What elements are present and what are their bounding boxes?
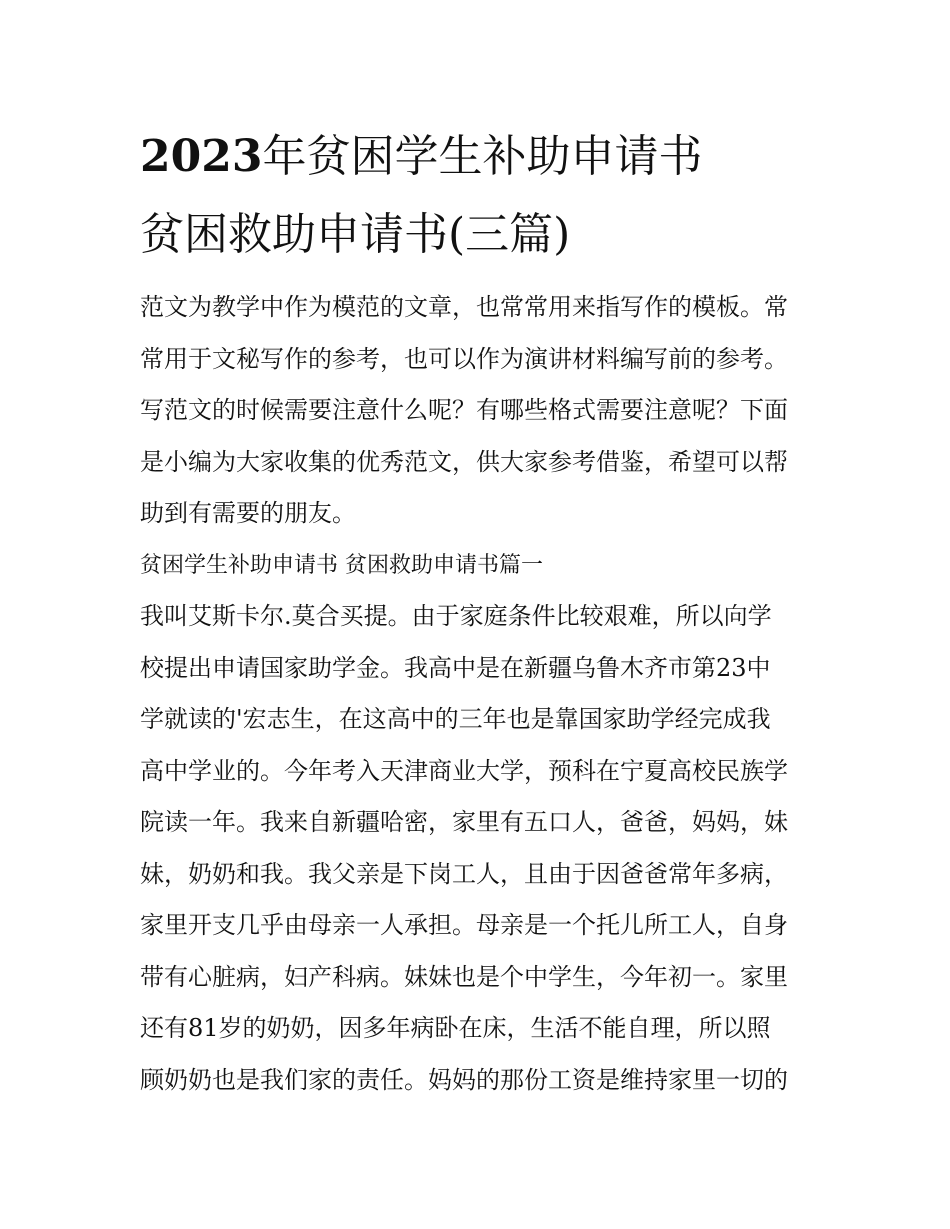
body-line: 还有81岁的奶奶，因多年病卧在床，生活不能自理，所以照 xyxy=(140,1014,771,1042)
title-year: 2023 xyxy=(140,131,263,182)
body-line: 带有心脏病，妇产科病。妹妹也是个中学生，今年初一。家里 xyxy=(140,962,788,991)
body-line: 家里开支几乎由母亲一人承担。母亲是一个托儿所工人，自身 xyxy=(140,911,788,939)
intro-line: 范文为教学中作为模范的文章，也常常用来指写作的模板。常 xyxy=(140,293,788,321)
body-line: 院读一年。我来自新疆哈密，家里有五口人，爸爸，妈妈，妹 xyxy=(140,808,788,836)
body-line: 我叫艾斯卡尔.莫合买提。由于家庭条件比较艰难，所以向学 xyxy=(140,602,772,630)
title-line-2: 贫困救助申请书(三篇) xyxy=(140,209,571,260)
title-line-1 xyxy=(140,118,840,196)
body-line: 学就读的'宏志生，在这高中的三年也是靠国家助学经完成我 xyxy=(140,705,771,733)
title-line-1-text: 年贫困学生补助申请书 xyxy=(262,131,703,182)
document-title xyxy=(140,118,840,274)
section-heading: 贫困学生补助申请书 贫困救助申请书篇一 xyxy=(140,552,543,578)
body-line: 妹，奶奶和我。我父亲是下岗工人，且由于因爸爸常年多病， xyxy=(140,859,788,888)
body-line: 校提出申请国家助学金。我高中是在新疆乌鲁木齐市第23中 xyxy=(140,653,771,682)
intro-line: 写范文的时候需要注意什么呢？有哪些格式需要注意呢？下面 xyxy=(140,396,788,424)
body-line: 高中学业的。今年考入天津商业大学，预科在宁夏高校民族学 xyxy=(140,756,788,785)
intro-line: 助到有需要的朋友。 xyxy=(140,499,356,527)
body-line: 顾奶奶也是我们家的责任。妈妈的那份工资是维持家里一切的 xyxy=(140,1065,788,1094)
intro-line: 是小编为大家收集的优秀范文，供大家参考借鉴，希望可以帮 xyxy=(140,447,788,476)
document-body xyxy=(140,282,820,1106)
intro-line: 常用于文秘写作的参考，也可以作为演讲材料编写前的参考。 xyxy=(140,344,788,373)
